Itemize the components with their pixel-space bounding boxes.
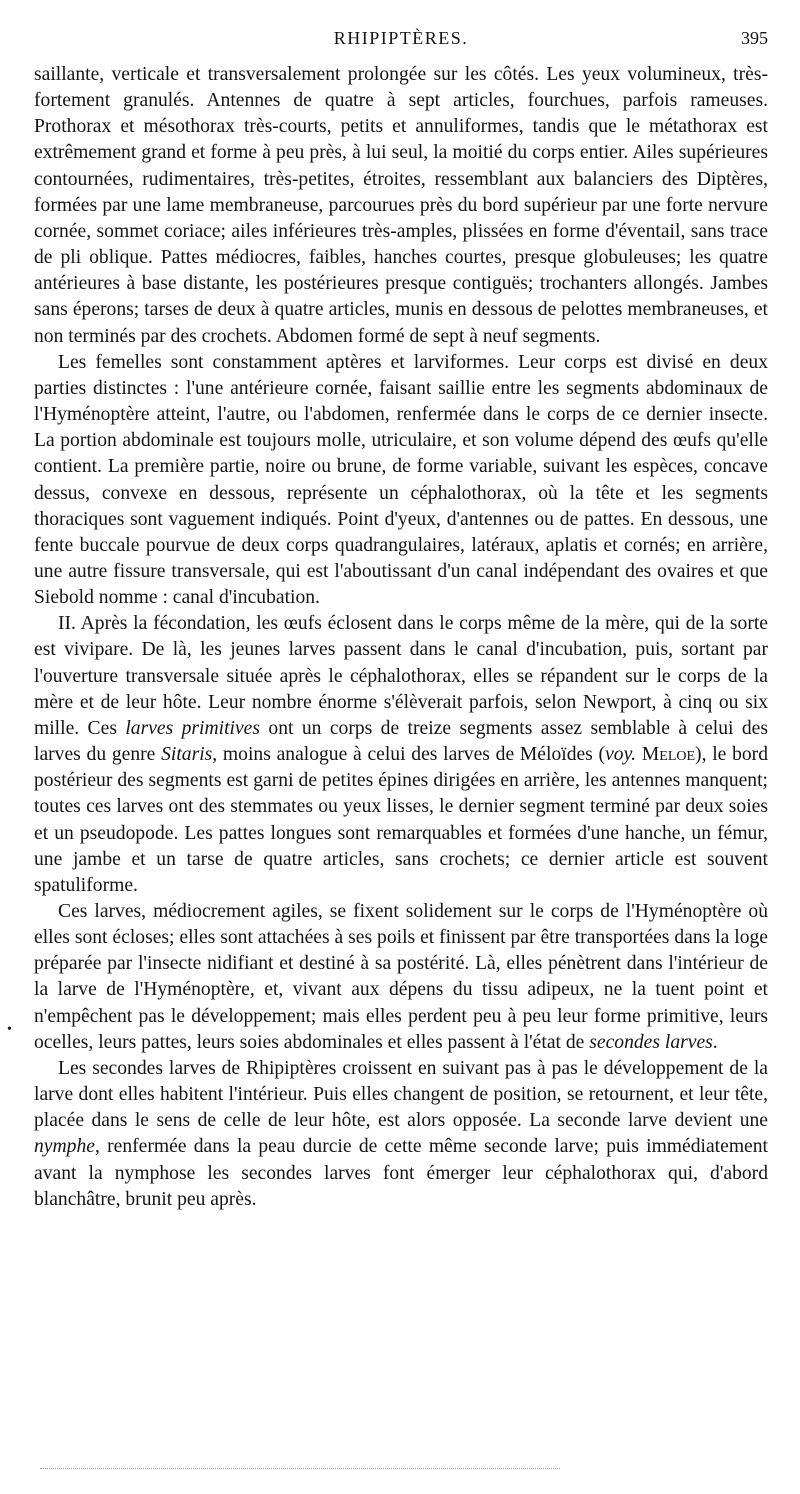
margin-mark: •: [7, 1022, 12, 1037]
text-run: ont un corps de treize segments assez semblable à celui des larves du genre: [34, 717, 769, 766]
paragraph: [34, 899, 768, 1056]
text-run: Ces larves, médiocrement agiles, se fixent solidement sur le corps de l'Hyménoptère où elles sont écloses; elles sont attachées à ses poils et finissent par être transportées dans la loge préparée par l'insecte nidifiant et destiné à sa postérité. Là, elles pénètrent dans l'intérieur de la larve de l'Hyménoptère, et, vivant aux dépens du tissu adipeux, ne la tuent point et n'empêchent pas le développement; mais elles perdent peu à peu leur forme primitive, leurs ocelles, leurs pattes, leurs soies abdominales et elles passent à l'état de: [34, 901, 768, 1053]
body-text: [34, 62, 768, 1213]
paragraph: [34, 1056, 768, 1213]
text-run: saillante, verticale et transversalement prolongée sur les côtés. Les yeux volumineux, très-fortement granulés. Antennes de quatre à sept articles, fourchues, parfois rameuses. Prothorax et mésothorax très-courts, petits et annuliformes, tandis que le métathorax est extrêmement grand et forme à peu près, à lui seul, la moitié du corps entier. Ailes supérieures contournées, rudimentaires, très-petites, étroites, ressemblant aux balanciers des Diptères, formées par une lame membraneuse, parcourues près du bord supérieur par une forte nervure cornée, sommet coriace; ailes inférieures très-amples, plissées en forme d'éventail, sans trace de pli oblique. Pattes médiocres, faibles, hanches courtes, presque globuleuses; les quatre antérieures à base distante, les postérieures presque contiguës; trochanters allongés. Jambes sans éperons; tarses de deux à quatre articles, munis en dessous de pelottes membraneuses, et non terminés par des crochets. Abdomen formé de sept à neuf segments.: [34, 64, 768, 347]
italic-text: Sitaris: [161, 744, 213, 766]
paragraph: [34, 350, 768, 612]
italic-text: secondes larves: [589, 1031, 713, 1053]
footer-scan-noise: [40, 1468, 560, 1469]
paragraph: [34, 611, 768, 899]
running-head: [34, 28, 768, 52]
page-number: 395: [741, 28, 768, 48]
small-caps-text: Meloe: [641, 744, 696, 766]
italic-text: voy.: [605, 744, 637, 766]
italic-text: nymphe: [34, 1136, 95, 1158]
text-run: ), le bord postérieur des segments est garni de petites épines dirigées en arrière, les antennes manquent; toutes ces larves ont des stemmates ou yeux lisses, le dernier segment terminé par deux soies et un pseudopode. Les pattes longues sont remarquables et formées d'une hanche, un fémur, une jambe et un tarse de quatre articles, sans crochets; ce dernier article est souvent spatuliforme.: [34, 744, 769, 896]
italic-text: larves primitives: [125, 717, 261, 739]
text-run: , renfermée dans la peau durcie de cette même seconde larve; puis immédiatement avant la nymphose les secondes larves font émerger leur céphalothorax qui, d'abord blanchâtre, brunit peu après.: [34, 1136, 768, 1210]
running-title: RHIPIPTÈRES.: [333, 28, 469, 48]
text-run: II. Après la fécondation, les œufs éclosent dans le corps même de la mère, qui de la sorte est vivipare. De là, les jeunes larves passent dans le canal d'incubation, puis, sortant par l'ouverture transversale située après le céphalothorax, elles se répandent sur le corps de la mère et de leur hôte. Leur nombre énorme s'élèverait parfois, selon Newport, à cinq ou six mille. Ces: [34, 613, 768, 739]
paragraph: [34, 62, 768, 350]
text-run: Les secondes larves de Rhipiptères croissent en suivant pas à pas le développement de la larve dont elles habitent l'intérieur. Puis elles changent de position, se retournent, et leur tête, placée dans le sens de celle de leur hôte, est alors opposée. La seconde larve devient une: [34, 1057, 768, 1132]
text-run: Les femelles sont constamment aptères et larviformes. Leur corps est divisé en deux parties distinctes : l'une antérieure cornée, faisant saillie entre les segments abdominaux de l'Hyménoptère atteint, l'autre, ou l'abdomen, renfermée dans le corps de ce dernier insecte. La portion abdominale est toujours molle, utriculaire, et son volume dépend des œufs qu'elle contient. La première partie, noire ou brune, de forme variable, suivant les espèces, concave dessus, convexe en dessous, représente un céphalothorax, où la tête et les segments thoraciques sont vaguement indiqués. Point d'yeux, d'antennes ou de pattes. En dessous, une fente buccale pourvue de deux corps quadrangulaires, latéraux, aplatis et cornés; en arrière, une autre fissure transversale, qui est l'aboutissant d'un canal indépendant des ovaires et que Siebold nomme : canal d'incubation.: [34, 351, 768, 609]
text-run: , moins analogue à celui des larves de Méloïdes (: [212, 744, 606, 766]
text-run: .: [712, 1031, 718, 1053]
